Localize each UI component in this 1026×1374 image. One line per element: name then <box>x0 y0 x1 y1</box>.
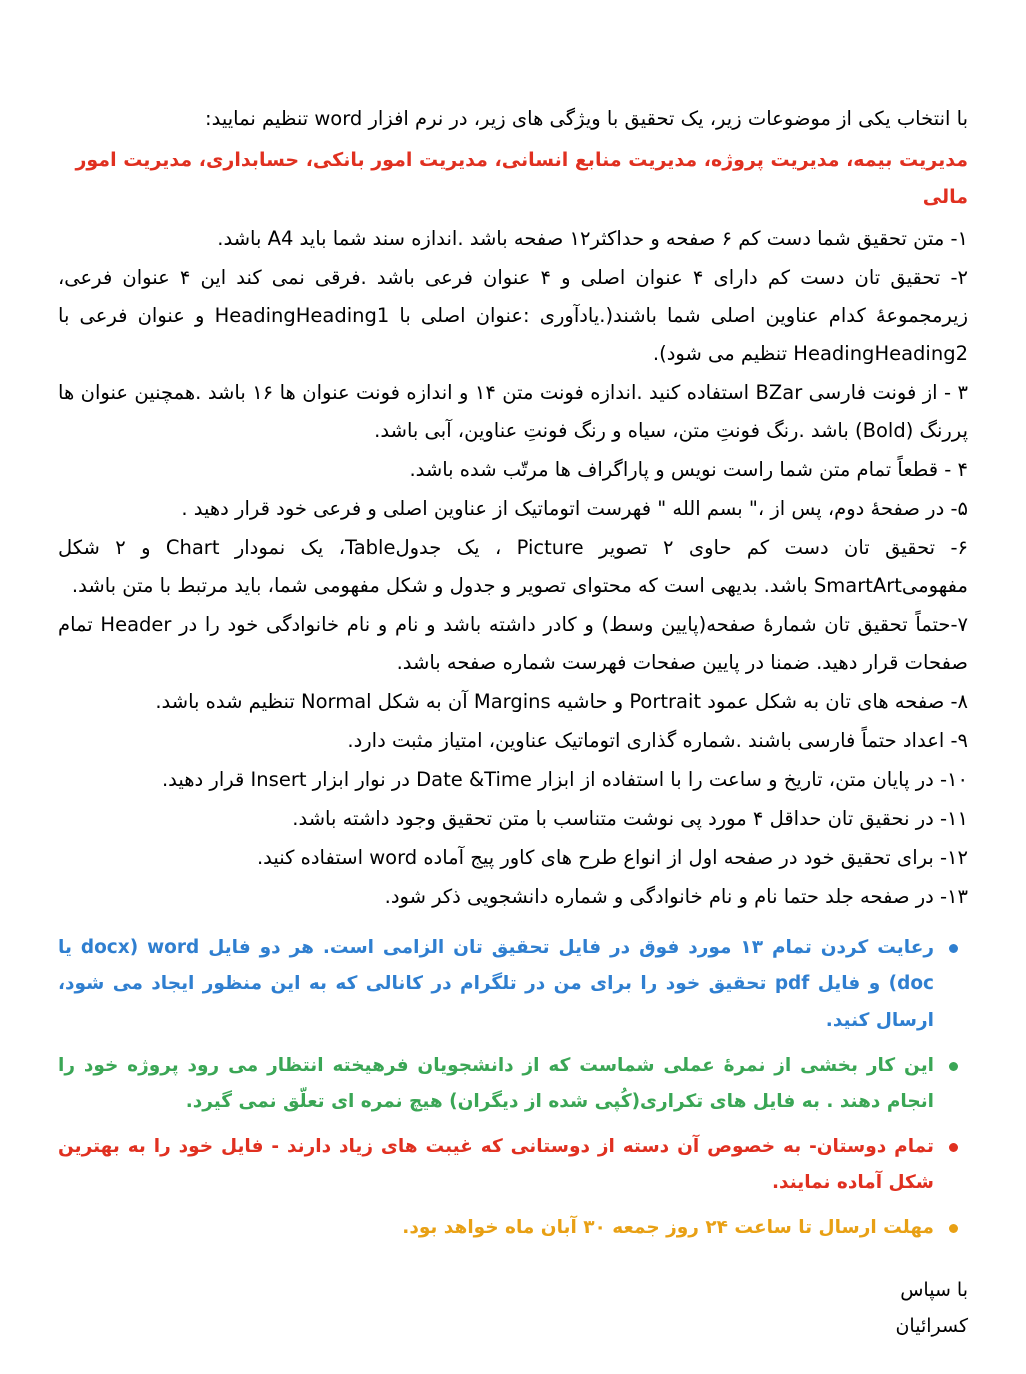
bullet-item-submission: رعایت کردن تمام ۱۳ مورد فوق در فایل تحقیق تان الزامی است. هر دو فایل word (docx یا doc) و فایل pdf تحقیق خود را برای من در تلگرام در کانالی که به این منظور ایجاد می شود، ارسال کنید. <box>58 930 968 1038</box>
list-item: ۳ - از فونت فارسی BZar استفاده کنید .اندازه فونت متن ۱۴ و اندازه فونت عنوان ها ۱۶ باشد .همچنین عنوان ها پررنگ (Bold) باشد .رنگ فونتِ متن، سیاه و رنگ فونتِ عناوین، آبی باشد. <box>58 381 968 443</box>
notes-list <box>58 930 968 1246</box>
list-item: ۶- تحقیق تان دست کم حاوی ۲ تصویر Picture ، یک جدولTable، یک نمودار Chart و ۲ شکل مفهومیSmartArt باشد. بدیهی است که محتوای تصویر و جدول و شکل مفهومی شما، باید مرتبط با متن باشد. <box>58 536 968 598</box>
list-item: ۴ - قطعاً تمام متن شما راست نویس و پاراگراف ها مرتّب شده باشد. <box>409 458 968 482</box>
list-item: ۹- اعداد حتماً فارسی باشند .شماره گذاری اتوماتیک عناوین، امتیاز مثبت دارد. <box>347 729 968 753</box>
list-item: ۵- در صفحهٔ دوم، پس از ،" بسم الله " فهرست اتوماتیک از عناوین اصلی و فرعی خود قرار دهید . <box>181 497 968 521</box>
bullet-item-deadline: مهلت ارسال تا ساعت ۲۴ روز جمعه ۳۰ آبان ماه خواهد بود. <box>58 1210 968 1246</box>
requirements-list <box>58 220 968 916</box>
list-item: ۱۲- برای تحقیق خود در صفحه اول از انواع طرح های کاور پیج آماده word استفاده کنید. <box>256 846 968 870</box>
list-item: ۸- صفحه های تان به شکل عمود Portrait و حاشیه Margins آن به شکل Normal تنظیم شده باشد. <box>155 690 968 714</box>
signoff-block <box>58 1272 968 1344</box>
list-item: ۷-حتماً تحقیق تان شمارهٔ صفحه(پایین وسط) و کادر داشته باشد و نام و نام خانوادگی خود را در Header تمام صفحات قرار دهید. ضمنا در پایین صفحات فهرست شماره صفحه باشد. <box>58 613 968 675</box>
list-item: ۱- متن تحقیق شما دست کم ۶ صفحه و حداکثر۱۲ صفحه باشد .اندازه سند شما باید A4 باشد. <box>217 227 968 251</box>
topics-list: مدیریت بیمه، مدیریت پروژه، مدیریت منابع انسانی، مدیریت امور بانکی، حسابداری، مدیریت امور مالی <box>75 149 968 209</box>
list-item: ۱۱- در نحقیق تان حداقل ۴ مورد پی نوشت متناسب با متن تحقیق وجود داشته باشد. <box>292 807 968 831</box>
bullet-item-attendance: تمام دوستان- به خصوص آن دسته از دوستانی که غیبت های زیاد دارند - فایل خود را به بهترین شکل آماده نمایند. <box>58 1129 968 1201</box>
bullet-item-grading: این کار بخشی از نمرهٔ عملی شماست که از دانشجویان فرهیخته انتظار می رود پروژه خود را انجام دهند . به فایل های تکراری(کُپی شده از دیگران) هیچ نمره ای تعلّق نمی گیرد. <box>58 1048 968 1120</box>
list-item: ۲- تحقیق تان دست کم دارای ۴ عنوان اصلی و ۴ عنوان فرعی باشد .فرقی نمی کند این ۴ عنوان فرعی، زیرمجموعهٔ کدام عناوین اصلی شما باشند(.یادآوری :عنوان اصلی با HeadingHeading1 و عنوان فرعی با HeadingHeading2 تنظیم می شود). <box>58 266 968 366</box>
list-item: ۱۰- در پایان متن، تاریخ و ساعت را با استفاده از ابزار Date &Time در نوار ابزار Insert قرار دهید. <box>161 768 968 792</box>
signoff-name: کسرائیان <box>895 1314 968 1337</box>
intro-paragraph: با انتخاب یکی از موضوعات زیر، یک تحقیق با ویژگی های زیر، در نرم افزار word تنظیم نمایید: <box>205 107 968 130</box>
list-item: ۱۳- در صفحه جلد حتما نام و نام خانوادگی و شماره دانشجویی ذکر شود. <box>384 885 968 909</box>
signoff-thanks: با سپاس <box>900 1278 968 1301</box>
